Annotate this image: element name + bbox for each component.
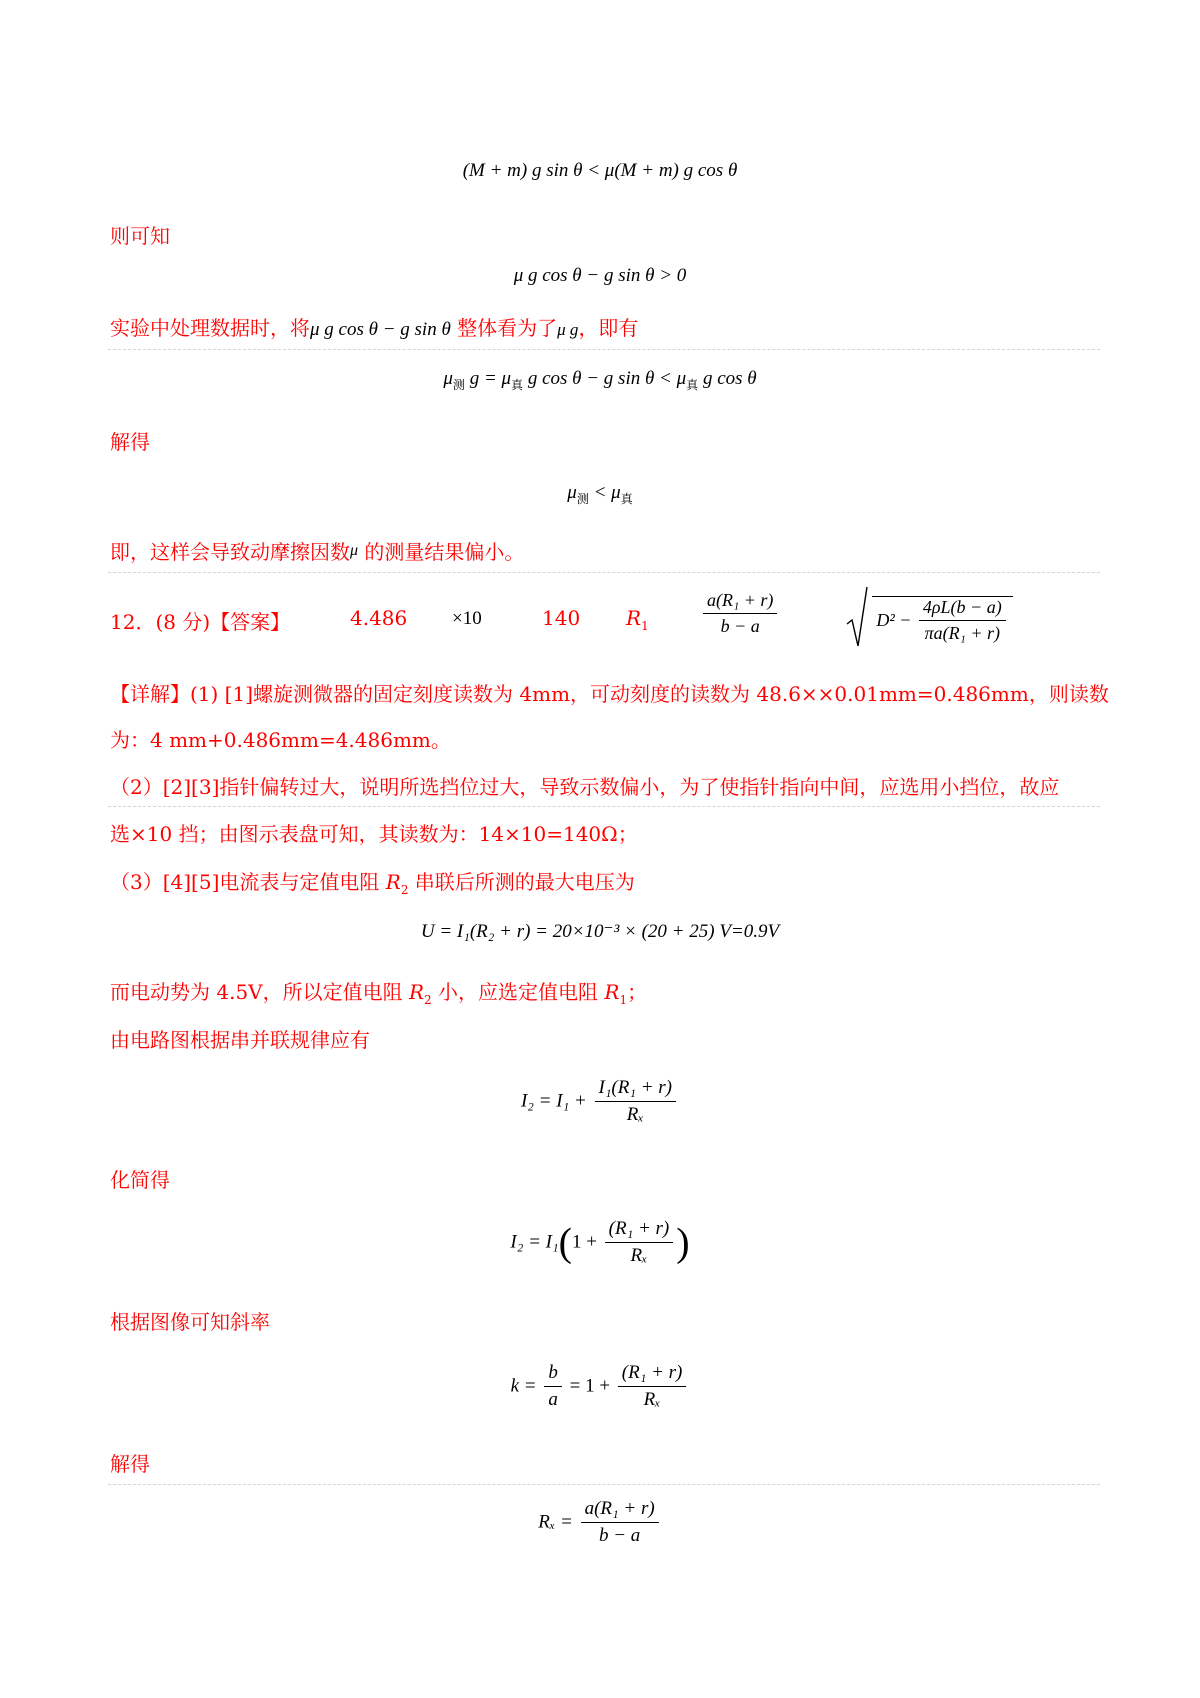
answer-5	[700, 590, 780, 637]
detail-p3	[110, 866, 635, 897]
equation-force-balance: (M + m) g sin θ < μ(M + m) g cos θ	[462, 160, 738, 181]
eq8-f1-den: a	[548, 1389, 558, 1410]
detail-p5: 由电路图根据串并联规律应有	[110, 1028, 370, 1052]
answer-4-main: R	[626, 606, 642, 630]
eq7-fraction	[605, 1218, 674, 1267]
eq8-f2-den: Rₓ	[643, 1389, 661, 1410]
equation-current-2	[0, 1218, 1200, 1267]
answer-2: ×10	[452, 608, 482, 629]
answer-4	[626, 606, 649, 633]
detail-p4-a: 而电动势为 4.5V，所以定值电阻	[110, 980, 409, 1004]
eq8-lhs: k =	[510, 1375, 537, 1397]
eq7-lhs: I₂ = I₁	[510, 1231, 559, 1253]
detail-p4-sub2: 2	[424, 993, 432, 1007]
eq3-sub: 真	[511, 377, 524, 392]
text-shiyan-c: ，即有	[578, 316, 639, 340]
divider	[108, 572, 1100, 573]
eq8-f2-num: (R₁ + r)	[618, 1362, 687, 1387]
paren-open: (	[558, 1219, 572, 1265]
text-shiyan-b: 整体看为了	[457, 316, 558, 340]
eq8-mid: = 1 +	[569, 1375, 611, 1397]
detail-p1: 【详解】(1) [1]螺旋测微器的固定刻度读数为 4mm，可动刻度的读数为 48.6××0.01mm=0.486mm，则读数	[110, 682, 1109, 706]
detail-p4-r2: R	[408, 980, 425, 1004]
answer-5-num: a(R₁ + r)	[703, 590, 777, 614]
text-shiyan-a: 实验中处理数据时，将	[110, 316, 310, 340]
answer-6-fraction	[919, 597, 1006, 644]
detail-p3-b: 串联后所测的最大电压为	[408, 870, 635, 894]
detail-p3-sub: 2	[400, 883, 409, 897]
text-shiyan-line	[110, 312, 638, 341]
answer-3: 140	[542, 606, 581, 630]
sqrt-icon	[846, 586, 868, 648]
eq9-den: b − a	[598, 1525, 641, 1546]
text-shiyan-expr: μ g cos θ − g sin θ	[310, 319, 451, 340]
eq3-part: μ	[443, 368, 453, 389]
eq4-part: μ	[567, 482, 577, 503]
detail-p3-a: （3）[4][5]电流表与定值电阻	[110, 870, 386, 894]
answer-5-fraction	[703, 590, 777, 637]
detail-p2b: 选×10 挡；由图示表盘可知，其读数为：14×10=140Ω；	[110, 822, 638, 846]
divider	[108, 349, 1100, 350]
eq8-fraction-1	[544, 1362, 562, 1411]
answer-6-den: πa(R₁ + r)	[924, 622, 1001, 643]
eq3-part: g = μ	[464, 368, 512, 389]
detail-p4-c: ；	[627, 980, 648, 1004]
eq9-num: a(R₁ + r)	[581, 1498, 659, 1523]
eq9-fraction	[581, 1498, 659, 1547]
eq7-in: 1 +	[571, 1231, 597, 1253]
eq3-part: g cos θ	[698, 368, 757, 389]
answer-5-den: b − a	[720, 616, 760, 636]
eq7-num: (R₁ + r)	[605, 1218, 674, 1243]
sqrt-symbol	[846, 586, 868, 653]
detail-p4-sub1: 1	[619, 993, 628, 1007]
text-jiede-1: 解得	[110, 430, 150, 454]
eq4-sub: 真	[620, 491, 633, 506]
detail-p3-r: R	[385, 870, 401, 894]
text-shiyan-mug: μ g	[557, 320, 579, 339]
equation-rx	[0, 1498, 1200, 1547]
detail-p6: 化简得	[110, 1168, 170, 1192]
eq8-f1-num: b	[544, 1362, 562, 1387]
eq6-den: Rₓ	[626, 1104, 644, 1125]
eq3-sub: 真	[686, 377, 699, 392]
answer-label: 12．(8 分)【答案】	[110, 610, 291, 634]
answer-1: 4.486	[350, 606, 408, 630]
answer-6-lead: D² −	[876, 609, 912, 630]
detail-p7: 根据图像可知斜率	[110, 1310, 270, 1334]
eq3-part: g cos θ − g sin θ < μ	[523, 368, 687, 389]
eq7-den: Rₓ	[630, 1245, 648, 1266]
eq3-sub: 测	[452, 377, 465, 392]
text-ji-mu: μ	[350, 542, 359, 559]
eq6-fraction	[595, 1077, 677, 1126]
answer-6-num: 4ρL(b − a)	[919, 597, 1006, 621]
text-ji-line	[110, 536, 524, 565]
detail-p8: 解得	[110, 1452, 150, 1476]
text-ji-b: 的测量结果偏小。	[364, 540, 525, 564]
detail-p2: （2）[2][3]指针偏转过大，说明所选挡位过大，导致示数偏小，为了使指针指向中间，应选用小挡位，故应	[110, 775, 1060, 799]
equation-voltage: U = I₁(R₂ + r) = 20×10⁻³ × (20 + 25) V=0.9V	[420, 921, 780, 942]
eq4-part: < μ	[588, 482, 621, 503]
detail-p4	[110, 976, 647, 1007]
equation-slope	[0, 1362, 1200, 1411]
text-zekezhi: 则可知	[110, 224, 170, 248]
answer-4-sub: 1	[641, 619, 649, 633]
equation-current-1	[0, 1077, 1200, 1126]
equation-mu-less	[0, 482, 1200, 507]
eq4-sub: 测	[576, 491, 589, 506]
divider	[108, 806, 1100, 807]
eq6-lhs: I₂ = I₁ +	[520, 1090, 587, 1112]
answer-6	[846, 586, 1013, 653]
eq6-num: I₁(R₁ + r)	[595, 1077, 677, 1102]
detail-p4-b: 小，应选定值电阻	[431, 980, 605, 1004]
text-ji-a: 即，这样会导致动摩擦因数	[110, 540, 350, 564]
equation-inequality: μ g cos θ − g sin θ > 0	[513, 265, 687, 286]
sqrt-body	[872, 596, 1012, 644]
detail-p4-r1: R	[604, 980, 620, 1004]
detail-p1b: 为：4 mm+0.486mm=4.486mm。	[110, 728, 451, 752]
eq9-lhs: Rₓ =	[538, 1511, 573, 1533]
equation-mu-measured	[0, 368, 1200, 393]
eq8-fraction-2	[618, 1362, 687, 1411]
divider	[108, 1484, 1100, 1485]
paren-close: )	[676, 1219, 690, 1265]
